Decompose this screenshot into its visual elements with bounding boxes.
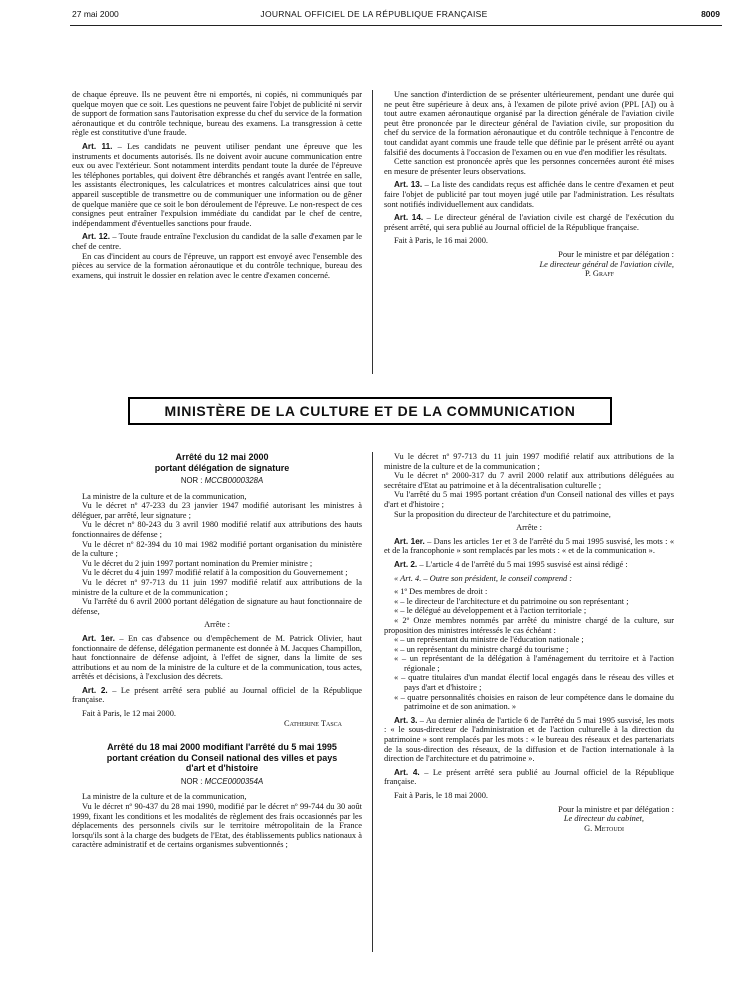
signature-name: Catherine Tasca [284, 718, 342, 728]
nor-reference [72, 777, 362, 787]
paragraph: Vu le décret nº 97-713 du 11 juin 1997 modifié relatif aux attributions de la ministre de la culture et de la communication ; [384, 452, 674, 471]
article-2 [384, 560, 674, 570]
article-text: – En cas d'absence ou d'empêchement de M. Patrick Olivier, haut fonctionnaire de défense, délégation permanente est donnée à M. Jacques Champillon, haut fonctionnaire de défense adjoint, à l'effet de signer, dans la limite de ses attributions et au nom de la ministre de la culture et de la communication, tous actes, arrêtés et décisions, à l'exclusion des décrets. [72, 633, 363, 682]
header-page-number: 8009 [701, 9, 720, 19]
paragraph: Vu le décret nº 82-394 du 10 mai 1982 modifié portant organisation du ministère de la culture ; [72, 539, 362, 559]
signature-title: Le directeur général de l'aviation civile, [539, 259, 674, 269]
quote-line: « – le délégué au développement et à l'action territoriale ; [394, 606, 587, 616]
decree-subtitle: portant création du Conseil national des villes et pays [106, 752, 338, 763]
quote-line: « – un représentant du ministre de l'éducation nationale ; [394, 635, 584, 645]
article-13 [384, 180, 674, 209]
article-label: Art. 11. [82, 141, 113, 151]
paragraph: La ministre de la culture et de la communication, [82, 491, 247, 501]
column-divider [372, 452, 373, 952]
signature-title: Le directeur du cabinet, [563, 814, 644, 824]
quote-line: « – un représentant du ministre chargé du tourisme ; [394, 644, 569, 654]
paragraph: En cas d'incident au cours de l'épreuve, un rapport est envoyé avec l'ensemble des pièces au service de la formation aéronautique et du contrôle technique, bureau des examens, qui instruit le dossier en relation avec le centre d'examen concerné. [72, 251, 362, 280]
nor-reference [72, 476, 362, 486]
paragraph: Vu le décret nº 97-713 du 11 juin 1997 modifié relatif aux attributions de la ministre de la culture et de la communication ; [72, 577, 362, 597]
nor-label: NOR : [180, 476, 203, 485]
nor-label: NOR : [180, 776, 203, 786]
article-label: Art. 14. [394, 213, 424, 223]
paragraph: Vu le décret nº 2000-317 du 7 avril 2000 relatif aux attributions déléguées au secrétaire d'Etat au patrimoine et à la décentralisation culturelle ; [384, 471, 674, 490]
article-1 [72, 634, 362, 682]
quote-line: « – un représentant de la délégation à l'aménagement du territoire et à l'action régionale ; [394, 654, 674, 673]
article-label: Art. 1er. [82, 633, 115, 643]
signature-name: G. Metoudi [584, 823, 624, 833]
article-label: Art. 13. [394, 180, 423, 190]
decree-subtitle: portant délégation de signature [154, 462, 290, 473]
article-label: Art. 2. [394, 559, 418, 569]
quote-line: « – quatre titulaires d'un mandat électif local engagés dans le réseau des villes et pays d'art et d'histoire ; [394, 673, 674, 693]
nor-code: MCCE0000354A [204, 776, 264, 786]
paragraph: Vu le décret nº 47-233 du 23 janvier 1947 modifié autorisant les ministres à déléguer, par arrêté, leur signature ; [72, 501, 362, 520]
bottom-left-column [72, 452, 362, 850]
paragraph: La ministre de la culture et de la communication, [82, 792, 247, 802]
signature-line: Pour la ministre et par délégation : [558, 804, 674, 814]
paragraph: Vu l'arrêté du 6 avril 2000 portant délégation de signature au haut fonctionnaire de défense, [72, 597, 362, 616]
paragraph: Vu le décret nº 80-243 du 3 avril 1980 modifié relatif aux attributions des hauts fonctionnaires de défense ; [72, 520, 362, 539]
paragraph: de chaque épreuve. Ils ne peuvent être ni emportés, ni copiés, ni communiqués par quelque moyen que ce soit. Les questions ne peuvent faire l'objet de publicité ni servir de support de formation sans l'autorisation expresse du chef du service de la formation aéronautique et du contrôle technique, bureau des examens. La transgression à cette règle est constitutive d'une fraude. [72, 90, 362, 138]
paragraph: Cette sanction est prononcée après que les personnes concernées auront été mises en mesure de présenter leurs observations. [384, 157, 674, 176]
fait-a-paris: Fait à Paris, le 16 mai 2000. [394, 236, 488, 246]
article-text: – Dans les articles 1er et 3 de l'arrêté du 5 mai 1995 susvisé, les mots : « et de la francophonie » sont remplacés par les mots : « et de la communication ». [384, 536, 675, 556]
bottom-right-column [384, 452, 674, 833]
top-right-column [384, 90, 674, 279]
ministry-title: MINISTÈRE DE LA CULTURE ET DE LA COMMUNICATION [164, 403, 576, 419]
signature-line: Pour le ministre et par délégation : [558, 249, 674, 259]
arrete-label: Arrête : [204, 620, 230, 630]
quote-line: « 2º Onze membres nommés par arrêté du ministre chargé de la culture, sur proposition des ministres intéressés le cas échéant : [384, 615, 674, 635]
article-4 [384, 768, 674, 787]
page-header [0, 9, 748, 23]
article-1 [384, 537, 674, 556]
paragraph: Sur la proposition du directeur de l'architecture et du patrimoine, [394, 509, 611, 519]
quote-line: « 1º Des membres de droit : [394, 587, 488, 597]
arrete-label: Arrête : [516, 523, 542, 533]
paragraph: Vu l'arrêté du 5 mai 1995 portant création d'un Conseil national des villes et pays d'art et d'histoire ; [384, 490, 674, 509]
article-12 [72, 232, 362, 251]
article-label: Art. 12. [82, 232, 110, 242]
signature-name: P. Graff [585, 269, 614, 279]
fait-a-paris: Fait à Paris, le 12 mai 2000. [82, 709, 176, 719]
article-11 [72, 142, 362, 228]
quote-line: « – le directeur de l'architecture et du patrimoine ou son représentant ; [394, 596, 629, 606]
ministry-banner [128, 397, 612, 425]
article-label: Art. 2. [82, 685, 108, 695]
article-text: – Au dernier alinéa de l'article 6 de l'arrêté du 5 mai 1995 susvisé, les mots : « le sous-directeur de l'administration et de l'action culturelle à la direction du patrimoine » sont remplacés par les mots : « le bureau des réseaux et des partenariats de la sous-direction des réseaux, de la diffusion et de l'action internationale à la direction de l'architecture et du patrimoine ». [384, 715, 674, 764]
article-text: – Toute fraude entraîne l'exclusion du candidat de la salle d'examen par le chef de centre. [72, 232, 362, 251]
paragraph: Vu le décret du 2 juin 1997 portant nomination du Premier ministre ; [82, 558, 313, 568]
article-text: – Le présent arrêté sera publié au Journal officiel de la République française. [384, 767, 674, 787]
article-14 [384, 213, 674, 232]
decree-title: Arrêté du 12 mai 2000 [175, 452, 269, 462]
paragraph: Vu le décret nº 90-437 du 28 mai 1990, modifié par le décret nº 99-744 du 30 août 1999, fixant les conditions et les modalités de règlement des frais occasionnés par les déplacements des personnels civils sur le territoire métropolitain de la France lorsqu'ils sont à la charge des budgets de l'Etat, des établissements publics nationaux à caractère administratif et de certains organismes subventionnés ; [72, 801, 362, 850]
article-text: – Le présent arrêté sera publié au Journal officiel de la République française. [72, 685, 362, 705]
quote-intro: « Art. 4. – Outre son président, le conseil comprend : [394, 573, 573, 583]
paragraph: Vu le décret du 4 juin 1997 modifié relatif à la composition du Gouvernement ; [82, 568, 348, 578]
nor-code: MCCB0000328A [204, 476, 264, 485]
header-rule [70, 25, 722, 26]
decree-subtitle: d'art et d'histoire [185, 763, 259, 774]
quote-line: « – quatre personnalités choisies en raison de leur compétence dans le domaine du patrimoine et de son animation. » [394, 692, 674, 712]
paragraph: Une sanction d'interdiction de se présenter ultérieurement, pendant une durée qui ne peut être supérieure à deux ans, à l'examen de pilote privé avion (PPL [A]) ou à tout autre examen aéronautique organisé par la direction générale de l'aviation civile peut être prononcée par le directeur général de l'aviation civile, sur proposition du chef du service de la formation aéronautique et du contrôle technique à l'encontre de tout candidat ayant commis une fraude telle que définie par le présent arrêté ou ayant falsifié des documents à l'occasion de l'examen ou en vue d'en modifier les résultats. [384, 90, 674, 157]
article-label: Art. 1er. [394, 536, 425, 546]
article-2 [72, 686, 362, 705]
top-left-column [72, 90, 362, 280]
article-label: Art. 4. [394, 767, 420, 777]
article-label: Art. 3. [394, 715, 418, 725]
article-text: – Les candidats ne peuvent utiliser pendant une épreuve que les instruments et documents autorisés. Ils ne doivent avoir aucune communication entre eux ou avec l'extérieur. Sont notamment interdits pendant toute la durée de l'épreuve les téléphones portables, qui doivent être débranchés et rangés avant l'entrée en salle, les assistants électroniques, les calculatrices et montres calculatrices ainsi que tout appareil susceptible de transmettre ou de communiquer une information ou de gêner de quelque manière que ce soit le bon déroulement de l'épreuve. Le non-respect de ces consignes peut entraîner l'expulsion immédiate du candidat par le chef de centre, indépendamment d'éventuelles sanctions pour fraude. [72, 141, 362, 228]
decree-title: Arrêté du 18 mai 2000 modifiant l'arrêté du 5 mai 1995 [107, 742, 337, 753]
column-divider [372, 90, 373, 374]
article-3 [384, 716, 674, 764]
article-text: – Le directeur général de l'aviation civile est chargé de l'exécution du présent arrêté, qui sera publié au Journal officiel de la République française. [384, 213, 674, 232]
article-text: – L'article 4 de l'arrêté du 5 mai 1995 susvisé est ainsi rédigé : [417, 559, 628, 569]
fait-a-paris: Fait à Paris, le 18 mai 2000. [394, 791, 488, 800]
header-journal-title: JOURNAL OFFICIEL DE LA RÉPUBLIQUE FRANÇAISE [260, 9, 488, 19]
article-text: – La liste des candidats reçus est affichée dans le centre d'examen et peut faire l'objet de publicité par tout moyen jugé utile par l'administration. Les résultats sont notifiés individuellement aux candidats. [384, 180, 674, 209]
header-date: 27 mai 2000 [72, 9, 119, 19]
